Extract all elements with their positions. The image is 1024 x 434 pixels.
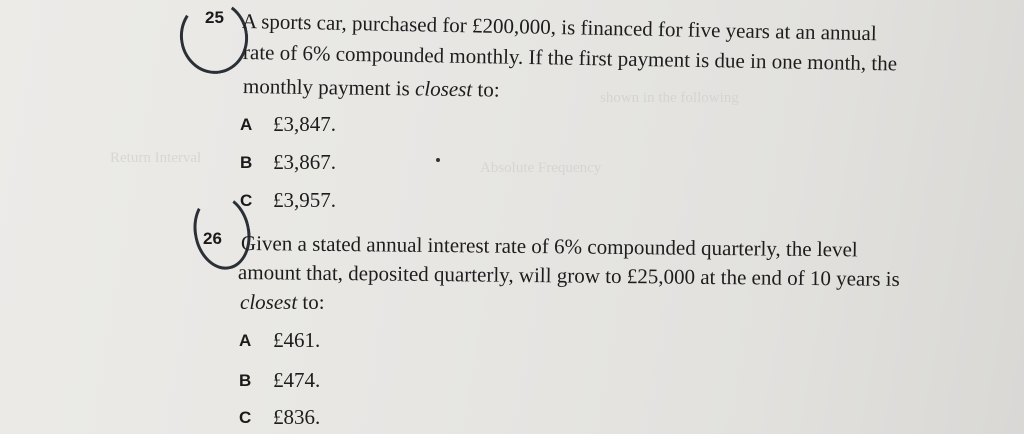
question-stem-line: monthly payment is closest to:	[242, 74, 500, 102]
option-value: £3,957.	[273, 188, 336, 212]
option-value: £3,847.	[273, 112, 336, 136]
option-value: £474.	[273, 368, 321, 392]
stray-mark	[436, 158, 440, 162]
bleed-through-text: Absolute Frequency	[480, 160, 602, 176]
question-stem-line: closest to:	[240, 290, 325, 314]
question-stem-line: rate of 6% compounded monthly. If the first payment is due in one month, the	[242, 40, 898, 76]
option-value: £461.	[273, 328, 321, 352]
bleed-through-text: shown in the following	[600, 90, 739, 106]
option-letter: B	[240, 153, 253, 172]
option-value: £3,867.	[273, 150, 336, 174]
option-letter: B	[239, 371, 252, 390]
option-letter: C	[239, 408, 252, 427]
question-number: 26	[203, 229, 222, 248]
option-letter: A	[240, 115, 253, 134]
question-stem-line: Given a stated annual interest rate of 6% compounded quarterly, the level	[240, 231, 858, 262]
question-stem-line: amount that, deposited quarterly, will grow to £25,000 at the end of 10 years is	[237, 260, 900, 291]
option-value: £836.	[273, 405, 321, 429]
question-number: 25	[205, 8, 224, 27]
bleed-through-text: Return Interval	[110, 150, 202, 166]
option-letter: C	[240, 191, 253, 210]
question-stem-line: A sports car, purchased for £200,000, is financed for five years at an annual	[241, 9, 877, 46]
option-letter: A	[239, 331, 252, 350]
